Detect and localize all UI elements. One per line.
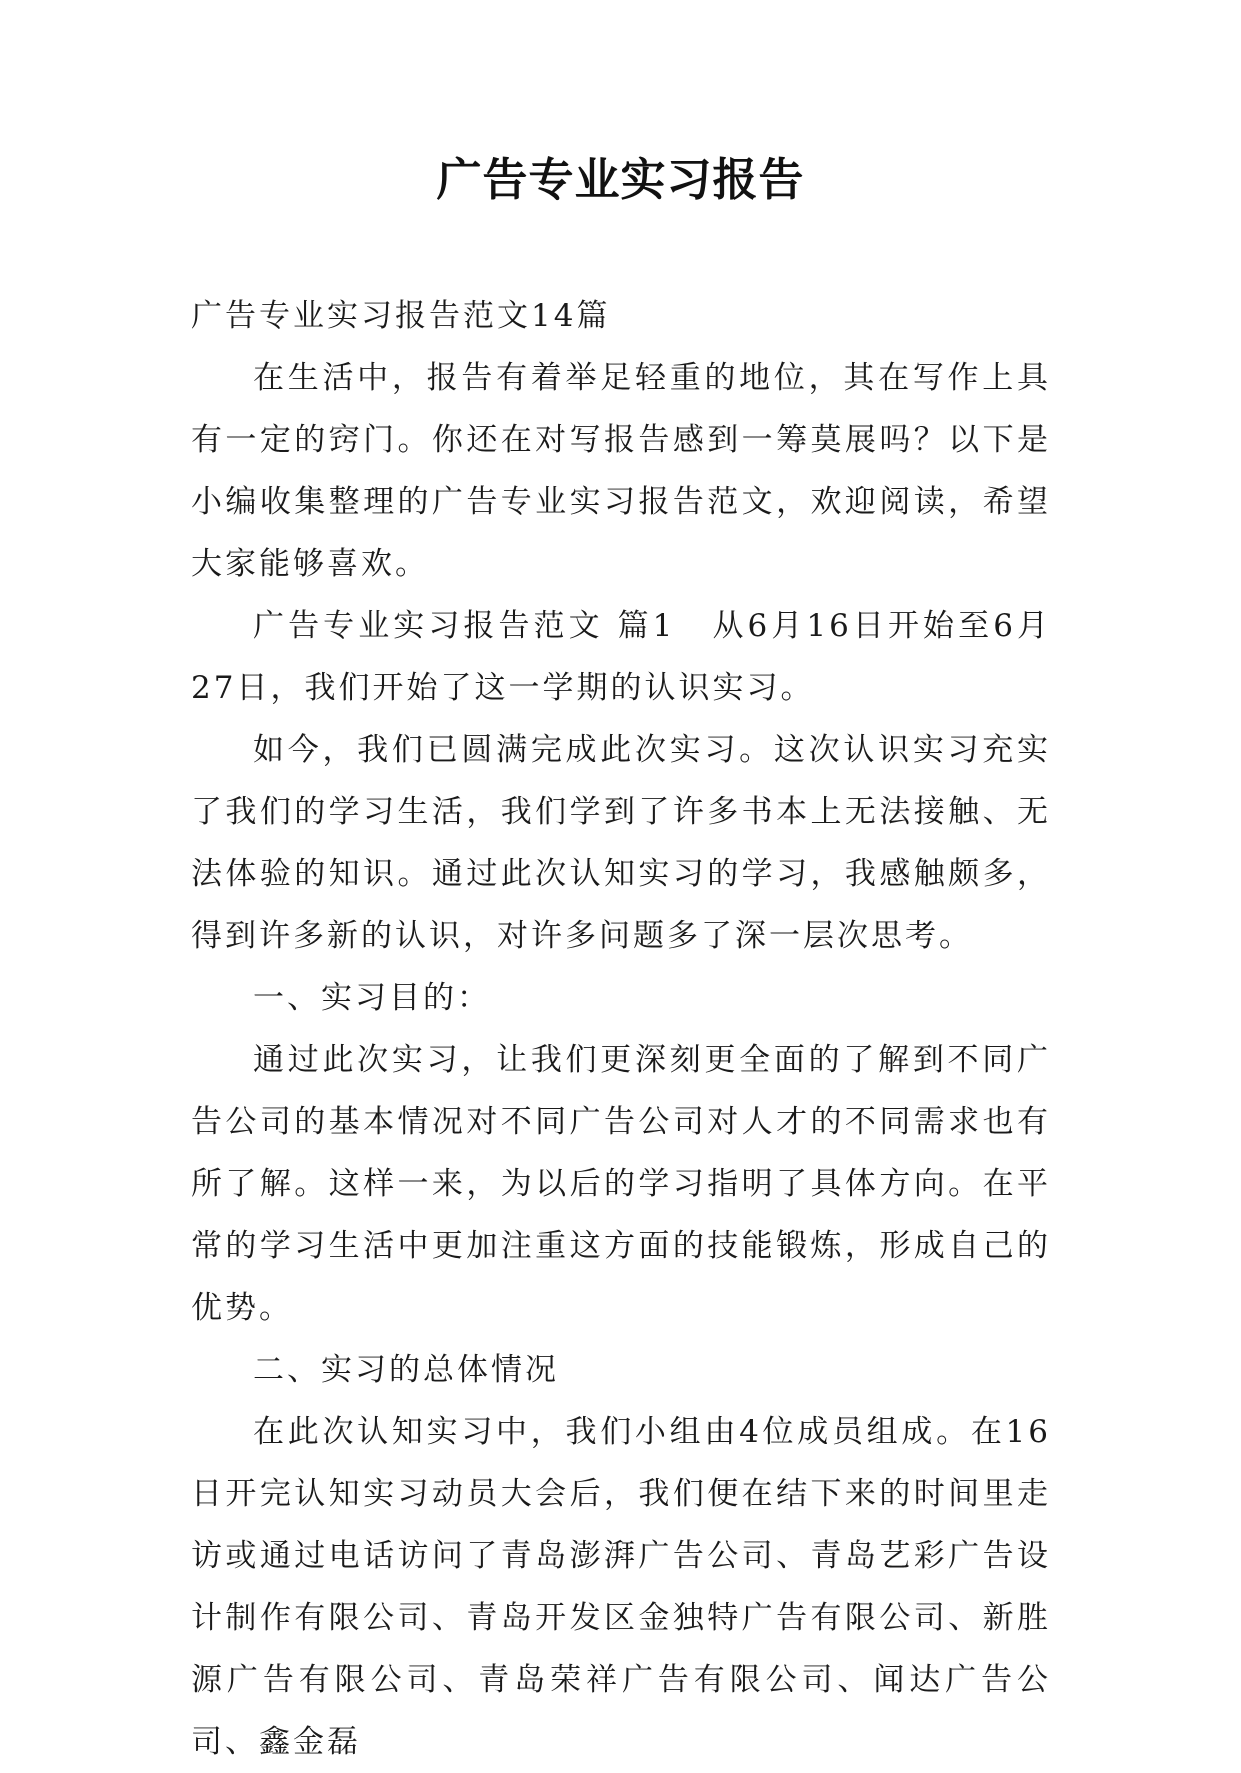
purpose-paragraph: 通过此次实习，让我们更深刻更全面的了解到不同广告公司的基本情况对不同广告公司对人才的不同需求也有所了解。这样一来，为以后的学习指明了具体方向。在平常的学习生活中更加注重这方面的技能锻炼，形成自己的优势。 [191, 1042, 1051, 1326]
document-subtitle: 广告专业实习报告范文14篇 [191, 298, 611, 334]
section-heading-paragraph [191, 595, 1051, 719]
document-title: 广告专业实习报告 [436, 153, 805, 206]
intro-paragraph: 在生活中，报告有着举足轻重的地位，其在写作上具有一定的窍门。你还在对写报告感到一筹莫展吗？以下是小编收集整理的广告专业实习报告范文，欢迎阅读，希望大家能够喜欢。 [191, 360, 1051, 582]
purpose-heading: 一、实习目的： [253, 980, 491, 1016]
section-lead: 从6月16日开始至6月27日，我们开始了这一学期的认识实习。 [191, 608, 1051, 706]
body-paragraph: 如今，我们已圆满完成此次实习。这次认识实习充实了我们的学习生活，我们学到了许多书本上无法接触、无法体验的知识。通过此次认知实习的学习，我感触颇多，得到许多新的认识，对许多问题多了深一层次思考。 [191, 732, 1051, 954]
section-heading: 广告专业实习报告范文 篇1 [253, 608, 676, 644]
overview-paragraph: 在此次认知实习中，我们小组由4位成员组成。在16日开完认知实习动员大会后，我们便在结下来的时间里走访或通过电话访问了青岛澎湃广告公司、青岛艺彩广告设计制作有限公司、青岛开发区金独特广告有限公司、新胜源广告有限公司、青岛荣祥广告有限公司、闻达广告公司、鑫金磊 [191, 1414, 1051, 1760]
document-body [191, 285, 1051, 1773]
overview-heading: 二、实习的总体情况 [253, 1352, 559, 1388]
